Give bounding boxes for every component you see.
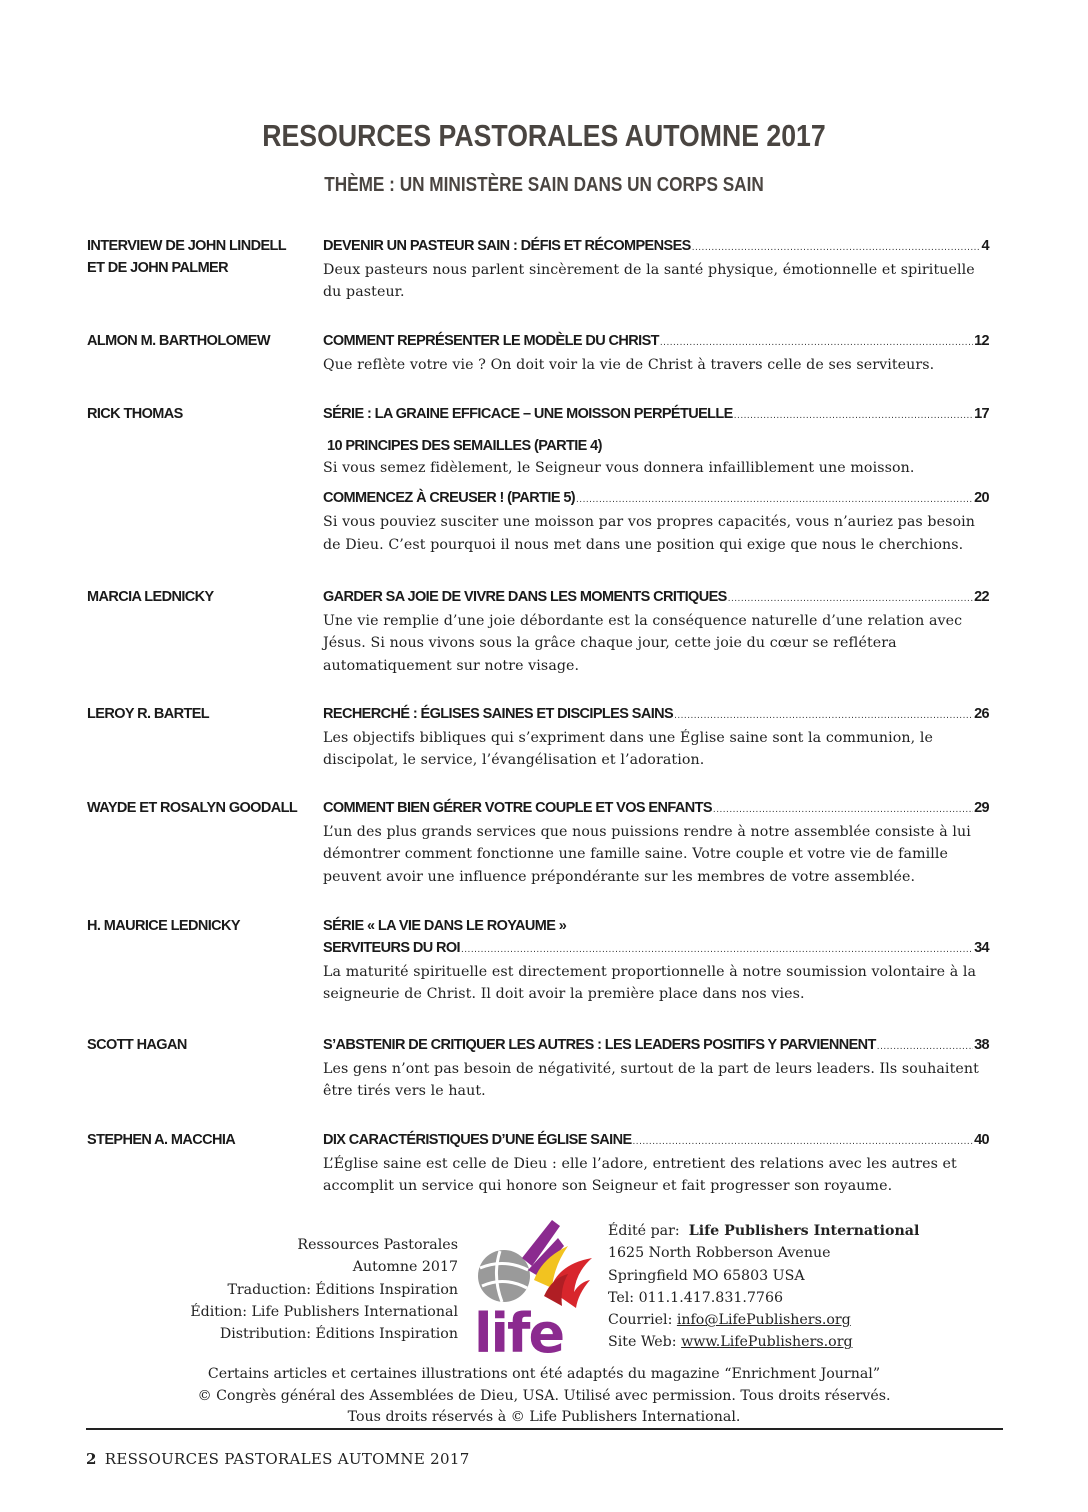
toc-author: LEROY R. BARTEL <box>87 706 210 722</box>
toc-heading[interactable] <box>323 797 989 821</box>
toc-author: H. MAURICE LEDNICKY <box>87 918 240 934</box>
leader-dots <box>713 799 973 821</box>
toc-page-number: 22 <box>974 589 989 605</box>
leader-dots <box>728 588 973 610</box>
email-label: Courriel: <box>608 1312 673 1329</box>
leader-dots <box>461 939 973 961</box>
toc-heading[interactable] <box>323 235 989 259</box>
toc-author: INTERVIEW DE JOHN LINDELL ET DE JOHN PALMER <box>87 238 287 276</box>
toc-heading[interactable] <box>323 330 989 354</box>
publisher-tel: Tel: 011.1.417.831.7766 <box>608 1289 783 1306</box>
toc-description: Les objectifs bibliques qui s’expriment dans une Église saine sont la communion, le discipolat, le service, l’évangélisation et l’adoration. <box>323 730 933 769</box>
toc-author: ALMON M. BARTHOLOMEW <box>87 333 270 349</box>
leader-dots <box>633 1131 974 1153</box>
toc-author: RICK THOMAS <box>87 406 183 422</box>
credits-line: Traduction: Éditions Inspiration <box>227 1281 458 1298</box>
toc-page-number: 29 <box>974 800 989 816</box>
toc-title: S’ABSTENIR DE CRITIQUER LES AUTRES : LES LEADERS POSITIFS Y PARVIENNENT <box>323 1037 876 1053</box>
toc-page-number: 40 <box>974 1132 989 1148</box>
toc-heading[interactable] <box>323 703 989 727</box>
page-number: 2 <box>86 1450 97 1468</box>
toc-title: 10 PRINCIPES DES SEMAILLES (PARTIE 4) <box>327 438 602 454</box>
toc-title: SÉRIE « LA VIE DANS LE ROYAUME » <box>323 918 567 934</box>
toc-title: DEVENIR UN PASTEUR SAIN : DÉFIS ET RÉCOMPENSES <box>323 238 691 254</box>
toc-description: Si vous pouviez susciter une moisson par vos propres capacités, vous n’auriez pas besoin de Dieu. C’est pourquoi il nous met dans une position qui exige que nous le cherchions. <box>323 514 975 553</box>
toc-title: DIX CARACTÉRISTIQUES D’UNE ÉGLISE SAINE <box>323 1132 632 1148</box>
credits-line: Édition: Life Publishers International <box>190 1303 458 1320</box>
toc-heading[interactable] <box>323 586 989 610</box>
toc-heading[interactable] <box>323 915 989 937</box>
toc-description: Que reflète votre vie ? On doit voir la vie de Christ à travers celle de ses serviteurs. <box>323 357 935 373</box>
credits-line: Automne 2017 <box>352 1259 458 1276</box>
toc-description: Les gens n’ont pas besoin de négativité, surtout de la part de leurs leaders. Ils souhaitent être tirés vers le haut. <box>323 1061 979 1100</box>
toc-title: SERVITEURS DU ROI <box>323 940 460 956</box>
publisher-block <box>608 1220 919 1354</box>
publisher-email-line <box>608 1309 919 1331</box>
toc-title: GARDER SA JOIE DE VIVRE DANS LES MOMENTS CRITIQUES <box>323 589 727 605</box>
toc-author: WAYDE ET ROSALYN GOODALL <box>87 800 298 816</box>
toc-description: Deux pasteurs nous parlent sincèrement de la santé physique, émotionnelle et spirituelle du pasteur. <box>323 262 975 301</box>
toc-page-number: 38 <box>974 1037 989 1053</box>
toc-author: MARCIA LEDNICKY <box>87 589 214 605</box>
credits-line: Distribution: Éditions Inspiration <box>219 1326 458 1343</box>
publisher-line <box>608 1220 919 1242</box>
leader-dots <box>674 705 973 727</box>
publisher-label: Édité par: <box>608 1223 680 1239</box>
page-subtitle: THÈME : UN MINISTÈRE SAIN DANS UN CORPS SAIN <box>324 174 764 196</box>
leader-dots <box>734 405 973 427</box>
footer-text: RESSOURCES PASTORALES AUTOMNE 2017 <box>104 1450 470 1468</box>
notice-line: Certains articles et certaines illustrations ont été adaptés du magazine “Enrichment Journal” <box>207 1366 881 1382</box>
page-footer <box>86 1450 470 1468</box>
logo-wordmark: life <box>474 1302 564 1358</box>
publisher-web-line <box>608 1331 919 1353</box>
publisher-name: Life Publishers International <box>688 1223 920 1239</box>
toc-author: STEPHEN A. MACCHIA <box>87 1132 236 1148</box>
leader-dots <box>576 489 973 511</box>
publisher-address: 1625 North Robberson Avenue <box>608 1245 831 1262</box>
toc-description: Une vie remplie d’une joie débordante est la conséquence naturelle d’une relation avec Jésus. Si nous vivons sous la grâce chaque jour, cette joie du cœur se reflétera automatiquement sur notre visage. <box>323 613 963 674</box>
toc-title: COMMENCEZ À CREUSER ! (PARTIE 5) <box>323 490 576 507</box>
toc-description: Si vous semez fidèlement, le Seigneur vous donnera infailliblement une moisson. <box>323 460 915 476</box>
leader-dots <box>660 332 973 354</box>
web-label: Site Web: <box>608 1334 677 1351</box>
toc-heading[interactable] <box>323 1034 989 1058</box>
toc-page-number: 20 <box>974 490 989 507</box>
toc-description: La maturité spirituelle est directement proportionnelle à notre soumission volontaire à la seigneurie de Christ. Il doit avoir la première place dans nos vies. <box>323 964 977 1003</box>
toc-author: SCOTT HAGAN <box>87 1037 187 1053</box>
toc-heading[interactable] <box>323 403 989 427</box>
leader-dots <box>877 1036 973 1058</box>
copyright-notice <box>0 1364 1088 1429</box>
toc-title: RECHERCHÉ : ÉGLISES SAINES ET DISCIPLES SAINS <box>323 706 674 722</box>
toc-description: L’Église saine est celle de Dieu : elle l’adore, entretient des relations avec les autres et accomplit un service qui honore son Seigneur et fait progresser son royaume. <box>323 1156 957 1195</box>
toc-title: SÉRIE : LA GRAINE EFFICACE – UNE MOISSON PERPÉTUELLE <box>323 406 733 422</box>
leader-dots <box>692 237 981 259</box>
toc-title: COMMENT BIEN GÉRER VOTRE COUPLE ET VOS ENFANTS <box>323 800 712 816</box>
life-publishers-logo <box>472 1218 600 1358</box>
toc-page-number: 17 <box>974 406 989 422</box>
publisher-address: Springfield MO 65803 USA <box>608 1267 805 1284</box>
toc-page-number: 12 <box>974 333 989 349</box>
toc-subheading[interactable] <box>323 487 989 511</box>
toc-subheading[interactable] <box>323 937 989 961</box>
toc-subheading[interactable] <box>323 435 989 457</box>
toc-page-number: 34 <box>974 940 989 956</box>
page-title: RESOURCES PASTORALES AUTOMNE 2017 <box>262 118 826 153</box>
toc-title: COMMENT REPRÉSENTER LE MODÈLE DU CHRIST <box>323 333 659 349</box>
notice-line: © Congrès général des Assemblées de Dieu, USA. Utilisé avec permission. Tous droits réservés. <box>197 1387 891 1404</box>
credits-line: Ressources Pastorales <box>297 1237 458 1253</box>
footer-divider <box>86 1428 1003 1430</box>
email-link[interactable]: info@LifePublishers.org <box>676 1312 851 1329</box>
toc-description: L’un des plus grands services que nous puissions rendre à notre assemblée consiste à lui démontrer comment fonctionne une famille saine. Votre couple et votre vie de famille peuvent avoir une influence prépondérante sur les membres de votre assemblée. <box>323 824 971 885</box>
website-link[interactable]: www.LifePublishers.org <box>681 1334 853 1351</box>
toc-page-number: 26 <box>974 706 989 722</box>
toc-heading[interactable] <box>323 1129 989 1153</box>
toc-page-number: 4 <box>981 238 989 254</box>
notice-line: Tous droits réservés à © Life Publishers International. <box>347 1409 741 1425</box>
credits-block <box>190 1234 458 1345</box>
